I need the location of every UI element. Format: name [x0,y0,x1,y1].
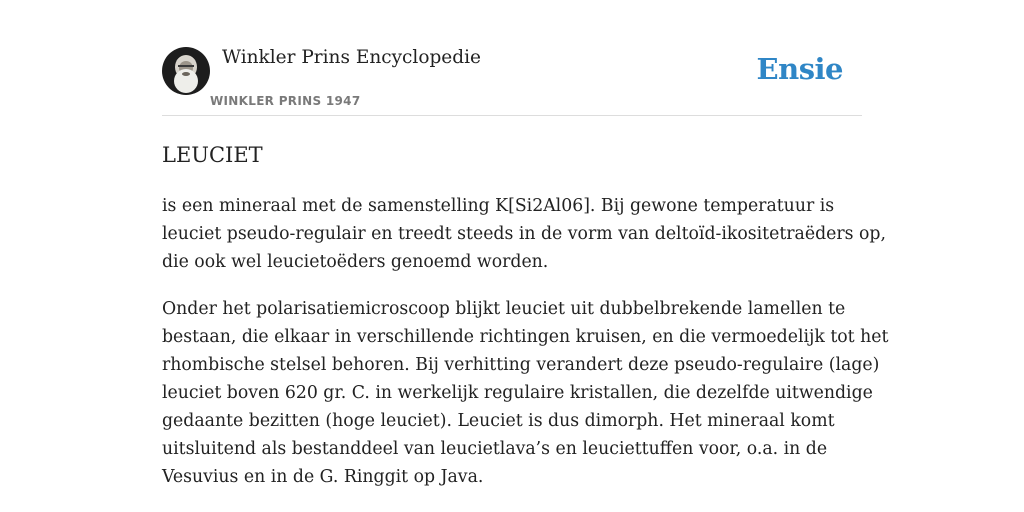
article-paragraph-1 [162,192,886,276]
paragraph-line: gedaante bezitten (hoge leuciet). Leuciet is dus dimorph. Het mineraal komt [162,411,835,431]
source-title[interactable]: Winkler Prins Encyclopedie [222,47,481,68]
ensie-logo[interactable]: Ensie [756,52,843,86]
paragraph-line: rhombische stelsel behoren. Bij verhitting verandert deze pseudo-regulaire (lage) [162,355,880,375]
bearded-man-portrait-icon [162,47,210,95]
article-body [162,192,889,510]
avatar [162,47,210,95]
header-divider [162,115,862,116]
source-subtitle: WINKLER PRINS 1947 [210,94,361,108]
article-headword: LEUCIET [162,143,263,167]
paragraph-line: die ook wel leucietoëders genoemd worden. [162,252,549,272]
article-paragraph-2 [162,295,889,491]
paragraph-line: leuciet pseudo-regulair en treedt steeds in de vorm van deltoïd-ikositetraëders op, [162,224,886,244]
paragraph-line: Vesuvius en in de G. Ringgit op Java. [162,467,484,487]
paragraph-line: bestaan, die elkaar in verschillende richtingen kruisen, en die vermoedelijk tot het [162,327,889,347]
paragraph-line: uitsluitend als bestanddeel van leucietlava’s en leuciettuffen voor, o.a. in de [162,439,828,459]
paragraph-line: Onder het polarisatiemicroscoop blijkt leuciet uit dubbelbrekende lamellen te [162,299,846,319]
paragraph-line: leuciet boven 620 gr. C. in werkelijk regulaire kristallen, die dezelfde uitwendige [162,383,873,403]
paragraph-line: is een mineraal met de samenstelling K[Si2Al06]. Bij gewone temperatuur is [162,196,835,216]
